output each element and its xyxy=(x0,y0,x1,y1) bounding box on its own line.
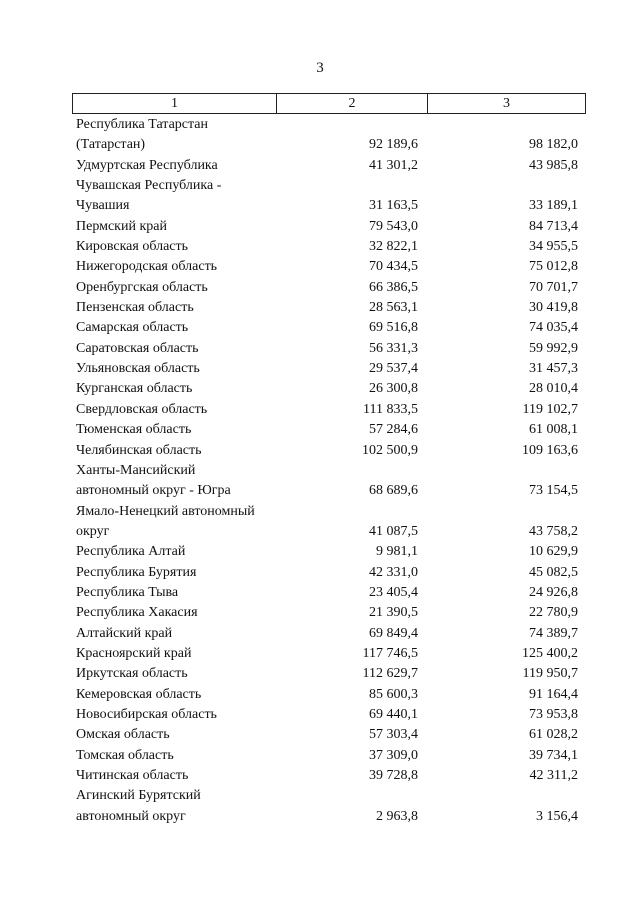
value-col-3: 75 012,8 xyxy=(529,259,578,275)
region-name: Республика Хакасия xyxy=(76,605,198,621)
value-col-2: 57 303,4 xyxy=(369,727,418,743)
table-row xyxy=(0,624,640,644)
value-col-3: 74 035,4 xyxy=(529,320,578,336)
table-row xyxy=(0,379,640,399)
value-col-3: 98 182,0 xyxy=(529,137,578,153)
value-col-3: 3 156,4 xyxy=(536,808,578,824)
table-row xyxy=(0,278,640,298)
table-row xyxy=(0,176,640,196)
region-name: Читинская область xyxy=(76,768,189,783)
region-name: (Татарстан) xyxy=(76,137,146,153)
value-col-3: 73 953,8 xyxy=(529,706,578,722)
region-name: Республика Тыва xyxy=(76,584,179,600)
region-name: Ямало-Ненецкий автономный xyxy=(76,503,255,519)
value-col-2: 69 440,1 xyxy=(369,706,418,722)
value-col-2: 21 390,5 xyxy=(369,605,418,621)
region-name: Кировская область xyxy=(76,239,189,255)
value-col-3: 43 758,2 xyxy=(529,523,578,539)
region-name: Ульяновская область xyxy=(76,361,200,377)
region-name: Нижегородская область xyxy=(76,259,218,275)
region-name: Курганская область xyxy=(76,381,193,397)
value-col-2: 23 405,4 xyxy=(369,584,418,600)
value-col-2: 39 728,8 xyxy=(369,768,418,783)
table-row xyxy=(0,746,640,766)
value-col-3: 61 028,2 xyxy=(529,727,578,743)
table-row xyxy=(0,664,640,684)
value-col-3: 119 102,7 xyxy=(522,401,578,417)
value-col-3: 30 419,8 xyxy=(529,300,578,316)
value-col-2: 32 822,1 xyxy=(369,239,418,255)
value-col-3: 84 713,4 xyxy=(529,218,578,234)
value-col-2: 41 301,2 xyxy=(369,157,418,173)
region-name: Томская область xyxy=(76,747,174,763)
value-col-2: 42 331,0 xyxy=(369,564,418,580)
value-col-3: 39 734,1 xyxy=(529,747,578,763)
table-row xyxy=(0,603,640,623)
table-row xyxy=(0,196,640,216)
region-name: округ xyxy=(76,523,110,539)
value-col-3: 42 311,2 xyxy=(529,768,578,783)
value-col-2: 57 284,6 xyxy=(369,422,418,438)
value-col-2: 85 600,3 xyxy=(369,686,418,702)
page-number: 3 xyxy=(316,60,324,76)
table-row xyxy=(0,135,640,155)
value-col-3: 34 955,5 xyxy=(529,239,578,255)
value-col-2: 26 300,8 xyxy=(369,381,418,397)
value-col-3: 61 008,1 xyxy=(529,422,578,438)
value-col-2: 2 963,8 xyxy=(376,808,418,824)
region-name: Пермский край xyxy=(76,218,167,234)
table-row xyxy=(0,522,640,542)
table-row xyxy=(0,481,640,501)
value-col-2: 41 087,5 xyxy=(369,523,418,539)
table-row xyxy=(0,542,640,562)
value-col-3: 59 992,9 xyxy=(529,340,578,356)
table-row xyxy=(0,705,640,725)
table-row xyxy=(0,217,640,237)
value-col-2: 79 543,0 xyxy=(369,218,418,234)
region-name: Челябинская область xyxy=(76,442,202,458)
region-name: Агинский Бурятский xyxy=(76,788,201,804)
value-col-2: 92 189,6 xyxy=(369,137,418,153)
table-row xyxy=(0,644,640,664)
table-row xyxy=(0,318,640,338)
value-col-2: 111 833,5 xyxy=(363,401,418,417)
region-name: Оренбургская область xyxy=(76,279,208,295)
value-col-2: 56 331,3 xyxy=(369,340,418,356)
value-col-2: 29 537,4 xyxy=(369,361,418,377)
value-col-3: 125 400,2 xyxy=(522,645,578,661)
header-col-1: 1 xyxy=(73,94,277,113)
value-col-2: 9 981,1 xyxy=(376,544,418,560)
value-col-2: 102 500,9 xyxy=(362,442,418,458)
region-name: Республика Татарстан xyxy=(76,117,209,132)
value-col-3: 31 457,3 xyxy=(529,361,578,377)
value-col-2: 28 563,1 xyxy=(369,300,418,316)
value-col-3: 24 926,8 xyxy=(529,584,578,600)
table-row xyxy=(0,400,640,420)
value-col-2: 31 163,5 xyxy=(369,198,418,214)
table-header xyxy=(72,93,586,114)
value-col-2: 70 434,5 xyxy=(369,259,418,275)
table-row xyxy=(0,786,640,806)
region-name: Саратовская область xyxy=(76,340,199,356)
region-name: Иркутская область xyxy=(76,666,188,682)
table-row xyxy=(0,563,640,583)
table-row xyxy=(0,115,640,135)
value-col-3: 33 189,1 xyxy=(529,198,578,214)
value-col-3: 91 164,4 xyxy=(529,686,578,702)
table-row xyxy=(0,339,640,359)
value-col-3: 28 010,4 xyxy=(529,381,578,397)
region-name: Красноярский край xyxy=(76,645,192,661)
region-name: Чувашская Республика - xyxy=(76,178,222,194)
table-row xyxy=(0,766,640,786)
region-name: Чувашия xyxy=(76,198,130,214)
value-col-2: 37 309,0 xyxy=(369,747,418,763)
value-col-2: 117 746,5 xyxy=(362,645,418,661)
value-col-2: 68 689,6 xyxy=(369,483,418,499)
table-row xyxy=(0,685,640,705)
table-body xyxy=(0,115,640,827)
table-row xyxy=(0,583,640,603)
value-col-3: 10 629,9 xyxy=(529,544,578,560)
table-row xyxy=(0,237,640,257)
table-row xyxy=(0,359,640,379)
table-row xyxy=(0,441,640,461)
table-row xyxy=(0,420,640,440)
region-name: Омская область xyxy=(76,727,170,743)
region-name: автономный округ - Югра xyxy=(76,483,231,499)
table-row xyxy=(0,807,640,827)
table-row xyxy=(0,725,640,745)
header-col-2: 2 xyxy=(277,94,428,113)
region-name: Кемеровская область xyxy=(76,686,202,702)
region-name: Пензенская область xyxy=(76,300,194,316)
region-name: Удмуртская Республика xyxy=(76,157,218,173)
table-row xyxy=(0,298,640,318)
region-name: Алтайский край xyxy=(76,625,173,641)
value-col-2: 69 849,4 xyxy=(369,625,418,641)
value-col-2: 69 516,8 xyxy=(369,320,418,336)
region-name: Свердловская область xyxy=(76,401,208,417)
value-col-3: 109 163,6 xyxy=(522,442,578,458)
value-col-2: 66 386,5 xyxy=(369,279,418,295)
value-col-3: 74 389,7 xyxy=(529,625,578,641)
value-col-3: 22 780,9 xyxy=(529,605,578,621)
value-col-3: 70 701,7 xyxy=(529,279,578,295)
table-row xyxy=(0,502,640,522)
value-col-3: 119 950,7 xyxy=(522,666,578,682)
value-col-3: 43 985,8 xyxy=(529,157,578,173)
region-name: Новосибирская область xyxy=(76,706,217,722)
table-row xyxy=(0,461,640,481)
header-col-3: 3 xyxy=(503,95,510,111)
value-col-3: 73 154,5 xyxy=(529,483,578,499)
region-name: Республика Бурятия xyxy=(76,564,197,580)
table-row xyxy=(0,257,640,277)
region-name: Ханты-Мансийский xyxy=(76,462,196,478)
region-name: Тюменская область xyxy=(76,422,192,438)
value-col-2: 112 629,7 xyxy=(362,666,418,682)
region-name: автономный округ xyxy=(76,808,186,824)
region-name: Республика Алтай xyxy=(76,544,186,560)
region-name: Самарская область xyxy=(76,320,189,336)
table-row xyxy=(0,156,640,176)
value-col-3: 45 082,5 xyxy=(529,564,578,580)
